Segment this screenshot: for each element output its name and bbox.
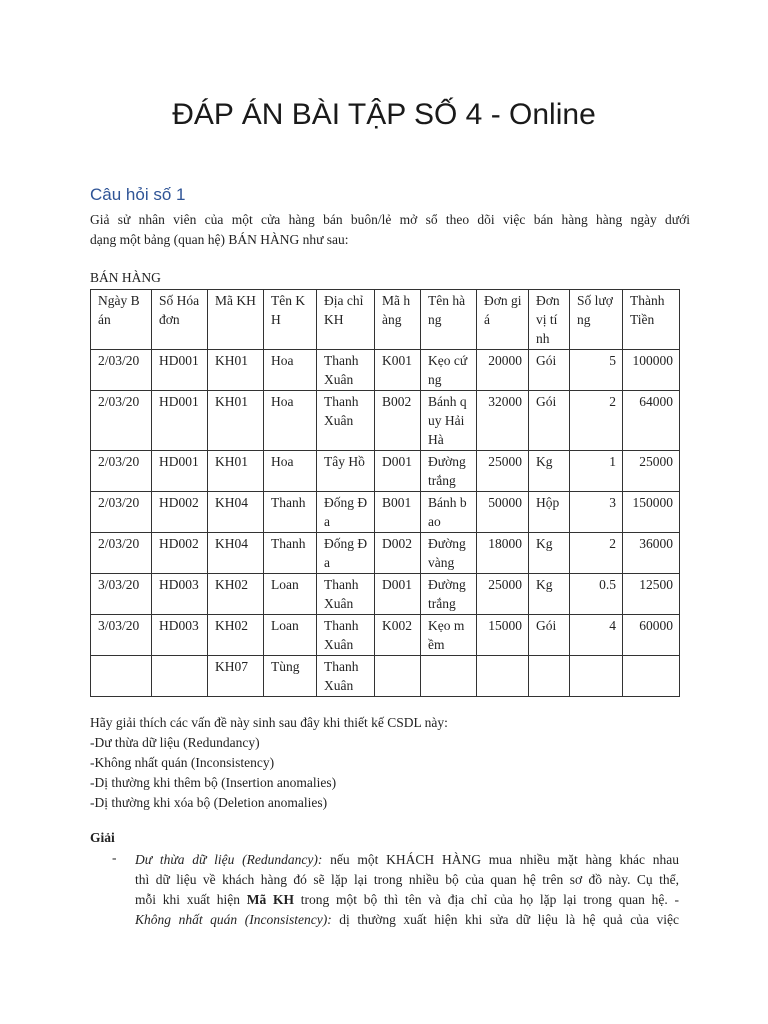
cell-so-luong: 3 — [570, 492, 623, 533]
cell-thanh-tien: 100000 — [623, 350, 680, 391]
cell-ngay-ban: 2/03/20 — [91, 350, 152, 391]
page-title: ĐÁP ÁN BÀI TẬP SỐ 4 - Online — [172, 98, 596, 131]
cell-dia-chi-kh: Thanh Xuân — [317, 656, 375, 697]
cell-dia-chi-kh: Đống Đa — [317, 492, 375, 533]
cell-ten-hang — [421, 656, 477, 697]
cell-don-vi-tinh: Kg — [529, 451, 570, 492]
solution-line — [135, 910, 679, 930]
cell-ngay-ban: 2/03/20 — [91, 533, 152, 574]
cell-ten-kh: Hoa — [264, 391, 317, 451]
cell-ngay-ban: 3/03/20 — [91, 574, 152, 615]
cell-so-hoa-don: HD002 — [152, 492, 208, 533]
cell-thanh-tien: 25000 — [623, 451, 680, 492]
cell-so-luong: 4 — [570, 615, 623, 656]
question-item: -Không nhất quán (Inconsistency) — [90, 755, 275, 770]
cell-thanh-tien: 12500 — [623, 574, 680, 615]
cell-ma-hang: D001 — [375, 451, 421, 492]
cell-ma-kh: KH04 — [208, 533, 264, 574]
header-don-vi-tinh: Đơn vị tính — [529, 290, 570, 350]
cell-ma-hang: B001 — [375, 492, 421, 533]
table-row — [91, 492, 680, 533]
cell-don-gia: 20000 — [477, 350, 529, 391]
cell-ngay-ban: 3/03/20 — [91, 615, 152, 656]
cell-dia-chi-kh: Tây Hồ — [317, 451, 375, 492]
cell-ma-hang: B002 — [375, 391, 421, 451]
solution-text: trong một bộ thì tên và địa chỉ của họ lặp lại trong quan hệ. - — [293, 892, 679, 907]
solution-line — [135, 850, 679, 870]
solution-paragraph — [135, 850, 679, 930]
cell-ten-kh: Thanh — [264, 492, 317, 533]
term-ma-kh: Mã KH — [246, 892, 294, 907]
cell-so-luong: 0.5 — [570, 574, 623, 615]
intro-paragraph — [90, 210, 690, 250]
header-ten-kh: Tên KH — [264, 290, 317, 350]
cell-ten-kh: Loan — [264, 574, 317, 615]
table-caption: BÁN HÀNG — [90, 270, 161, 285]
header-ten-hang: Tên hàng — [421, 290, 477, 350]
table-row — [91, 574, 680, 615]
cell-ma-kh: KH01 — [208, 391, 264, 451]
cell-so-luong: 2 — [570, 391, 623, 451]
cell-ten-hang: Kẹo mềm — [421, 615, 477, 656]
cell-so-hoa-don: HD002 — [152, 533, 208, 574]
solution-text: mỗi khi xuất hiện — [135, 892, 247, 907]
question-item: -Dị thường khi thêm bộ (Insertion anomalies) — [90, 775, 337, 790]
solution-line — [135, 890, 679, 910]
cell-ten-kh: Thanh — [264, 533, 317, 574]
table-row — [91, 451, 680, 492]
cell-so-hoa-don: HD003 — [152, 615, 208, 656]
table-row — [91, 391, 680, 451]
question-item: -Dị thường khi xóa bộ (Deletion anomalies) — [90, 795, 328, 810]
table-row — [91, 350, 680, 391]
header-don-gia: Đơn giá — [477, 290, 529, 350]
cell-ngay-ban: 2/03/20 — [91, 391, 152, 451]
cell-so-luong — [570, 656, 623, 697]
cell-don-vi-tinh: Kg — [529, 533, 570, 574]
question-prompt: Hãy giải thích các vấn đề này sinh sau đây khi thiết kế CSDL này: — [90, 715, 448, 730]
solution-line: thì dữ liệu về khách hàng đó sẽ lặp lại trong nhiều bộ của quan hệ trên sơ đồ này. Cụ thể, — [135, 872, 679, 887]
cell-thanh-tien: 150000 — [623, 492, 680, 533]
term-redundancy: Dư thừa dữ liệu (Redundancy): — [135, 852, 323, 867]
solution-heading: Giải — [90, 830, 115, 845]
cell-so-luong: 2 — [570, 533, 623, 574]
cell-ma-kh: KH01 — [208, 451, 264, 492]
cell-so-luong: 5 — [570, 350, 623, 391]
intro-line: Giả sử nhân viên của một cửa hàng bán buôn/lẻ mở sổ theo dõi việc bán hàng hàng ngày dưới — [90, 212, 690, 227]
question-item: -Dư thừa dữ liệu (Redundancy) — [90, 735, 260, 750]
cell-ten-hang: Đường vàng — [421, 533, 477, 574]
cell-ten-kh: Hoa — [264, 451, 317, 492]
cell-ten-kh: Loan — [264, 615, 317, 656]
cell-ma-hang: K001 — [375, 350, 421, 391]
cell-ma-hang — [375, 656, 421, 697]
cell-ngay-ban: 2/03/20 — [91, 451, 152, 492]
cell-thanh-tien: 64000 — [623, 391, 680, 451]
header-so-luong: Số lượng — [570, 290, 623, 350]
intro-line: dạng một bảng (quan hệ) BÁN HÀNG như sau: — [90, 232, 349, 247]
cell-ngay-ban — [91, 656, 152, 697]
cell-ten-hang: Đường trắng — [421, 451, 477, 492]
cell-don-vi-tinh: Kg — [529, 574, 570, 615]
cell-don-gia: 25000 — [477, 451, 529, 492]
table-row — [91, 615, 680, 656]
cell-thanh-tien: 36000 — [623, 533, 680, 574]
cell-dia-chi-kh: Thanh Xuân — [317, 391, 375, 451]
cell-so-hoa-don: HD001 — [152, 391, 208, 451]
term-inconsistency: Không nhất quán (Inconsistency): — [135, 912, 332, 927]
cell-don-vi-tinh: Hộp — [529, 492, 570, 533]
table-row — [91, 533, 680, 574]
cell-ma-hang: D002 — [375, 533, 421, 574]
cell-ma-hang: K002 — [375, 615, 421, 656]
cell-don-gia: 32000 — [477, 391, 529, 451]
cell-ten-hang: Bánh bao — [421, 492, 477, 533]
cell-dia-chi-kh: Thanh Xuân — [317, 615, 375, 656]
cell-dia-chi-kh: Thanh Xuân — [317, 350, 375, 391]
cell-ten-hang: Kẹo cứng — [421, 350, 477, 391]
cell-so-hoa-don: HD001 — [152, 350, 208, 391]
cell-ten-hang: Đường trắng — [421, 574, 477, 615]
cell-don-gia: 15000 — [477, 615, 529, 656]
cell-ngay-ban: 2/03/20 — [91, 492, 152, 533]
cell-dia-chi-kh: Đống Đa — [317, 533, 375, 574]
cell-so-hoa-don — [152, 656, 208, 697]
cell-ma-kh: KH02 — [208, 615, 264, 656]
cell-so-hoa-don: HD003 — [152, 574, 208, 615]
sales-table — [90, 289, 680, 697]
cell-dia-chi-kh: Thanh Xuân — [317, 574, 375, 615]
cell-don-vi-tinh: Gói — [529, 391, 570, 451]
cell-ma-hang: D001 — [375, 574, 421, 615]
cell-thanh-tien: 60000 — [623, 615, 680, 656]
cell-so-hoa-don: HD001 — [152, 451, 208, 492]
solution-text: nếu một KHÁCH HÀNG mua nhiều mặt hàng khác nhau — [322, 852, 679, 867]
cell-so-luong: 1 — [570, 451, 623, 492]
header-so-hoa-don: Số Hóa đơn — [152, 290, 208, 350]
cell-ma-kh: KH01 — [208, 350, 264, 391]
cell-don-vi-tinh: Gói — [529, 615, 570, 656]
cell-thanh-tien — [623, 656, 680, 697]
table-row — [91, 656, 680, 697]
header-thanh-tien: Thành Tiền — [623, 290, 680, 350]
header-ma-kh: Mã KH — [208, 290, 264, 350]
cell-don-vi-tinh: Gói — [529, 350, 570, 391]
header-dia-chi-kh: Địa chỉ KH — [317, 290, 375, 350]
cell-don-gia: 18000 — [477, 533, 529, 574]
header-ngay-ban: Ngày Bán — [91, 290, 152, 350]
cell-ten-kh: Tùng — [264, 656, 317, 697]
table-header-row — [91, 290, 680, 350]
solution-text: dị thường xuất hiện khi sửa dữ liệu là hệ quả của việc — [331, 912, 679, 927]
bullet-marker: - — [112, 850, 117, 865]
cell-ten-hang: Bánh quy Hải Hà — [421, 391, 477, 451]
cell-ma-kh: KH02 — [208, 574, 264, 615]
cell-ma-kh: KH04 — [208, 492, 264, 533]
cell-don-vi-tinh — [529, 656, 570, 697]
question-list — [90, 713, 448, 813]
header-ma-hang: Mã hàng — [375, 290, 421, 350]
cell-don-gia: 50000 — [477, 492, 529, 533]
cell-don-gia: 25000 — [477, 574, 529, 615]
question-heading: Câu hỏi số 1 — [90, 185, 186, 204]
cell-ma-kh: KH07 — [208, 656, 264, 697]
cell-ten-kh: Hoa — [264, 350, 317, 391]
cell-don-gia — [477, 656, 529, 697]
